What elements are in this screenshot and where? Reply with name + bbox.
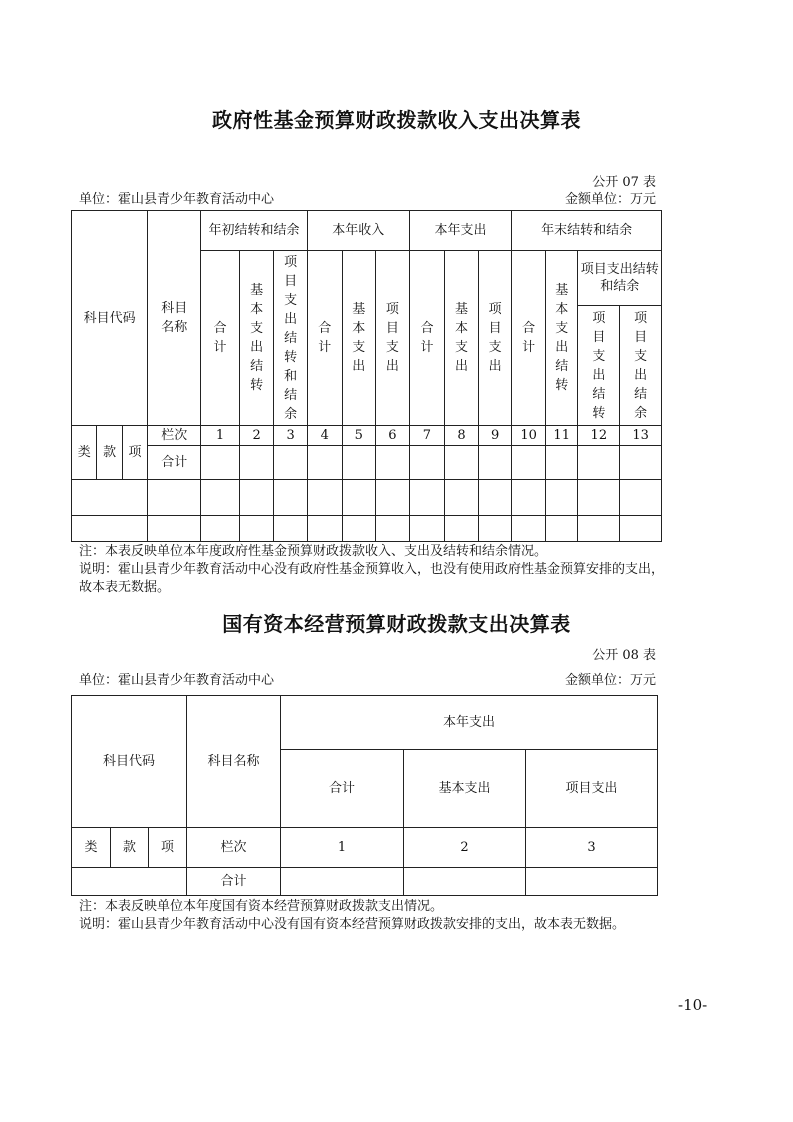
total-label: 合计 bbox=[187, 868, 281, 896]
col-number: 1 bbox=[201, 426, 240, 446]
table2 bbox=[71, 695, 658, 896]
lanci-label: 栏次 bbox=[187, 828, 281, 868]
xiang-label: 项 bbox=[122, 426, 147, 480]
col-number: 6 bbox=[376, 426, 410, 446]
table1-title: 政府性基金预算财政拨款收入支出决算表 bbox=[212, 108, 581, 132]
table2-code: 公开 08 表 bbox=[592, 648, 656, 663]
project-expense-header: 项目支出 bbox=[526, 750, 658, 828]
col-number: 1 bbox=[281, 828, 404, 868]
kuan-label: 款 bbox=[97, 426, 122, 480]
col-number: 5 bbox=[342, 426, 376, 446]
lei-label: 类 bbox=[72, 828, 111, 868]
expense-project-header: 项目支出 bbox=[478, 251, 512, 426]
table2-unit: 单位：霍山县青少年教育活动中心 bbox=[79, 673, 275, 688]
table-row bbox=[72, 868, 658, 896]
xiang-label: 项 bbox=[149, 828, 187, 868]
kuan-label: 款 bbox=[111, 828, 149, 868]
begin-project-carry-header: 项目支出结转和结余 bbox=[274, 251, 308, 426]
table1-explain: 说明：霍山县青少年教育活动中心没有政府性基金预算收入，也没有使用政府性基金预算安排的支出，故本表无数据。 bbox=[79, 562, 665, 595]
col-number: 13 bbox=[620, 426, 662, 446]
col-number: 3 bbox=[526, 828, 658, 868]
expense-basic-header: 基本支出 bbox=[445, 251, 479, 426]
table2-title: 国有资本经营预算财政拨款支出决算表 bbox=[222, 612, 571, 636]
page-number: -10- bbox=[678, 996, 708, 1014]
expense-header: 本年支出 bbox=[409, 211, 512, 251]
col-number: 3 bbox=[274, 426, 308, 446]
table-row bbox=[72, 516, 662, 542]
subject-name-header: 科目名称 bbox=[187, 696, 281, 828]
table1 bbox=[71, 210, 662, 542]
col-number: 2 bbox=[404, 828, 526, 868]
basic-expense-header: 基本支出 bbox=[404, 750, 526, 828]
begin-basic-carry-header: 基本支出结转 bbox=[239, 251, 274, 426]
end-balance-header: 年末结转和结余 bbox=[512, 211, 662, 251]
table1-unit: 单位：霍山县青少年教育活动中心 bbox=[79, 192, 275, 207]
end-total-header: 合计 bbox=[512, 251, 546, 426]
end-basic-carry-header: 基本支出结转 bbox=[545, 251, 578, 426]
col-number: 9 bbox=[478, 426, 512, 446]
income-project-header: 项目支出 bbox=[376, 251, 410, 426]
income-basic-header: 基本支出 bbox=[342, 251, 376, 426]
table2-explain: 说明：霍山县青少年教育活动中心没有国有资本经营预算财政拨款安排的支出，故本表无数据。 bbox=[79, 917, 626, 932]
lei-label: 类 bbox=[72, 426, 97, 480]
total-label: 合计 bbox=[148, 446, 201, 480]
col-number: 11 bbox=[545, 426, 578, 446]
subject-code-header: 科目代码 bbox=[72, 211, 148, 426]
begin-balance-header: 年初结转和结余 bbox=[201, 211, 308, 251]
end-project-surplus-header: 项目支出结余 bbox=[620, 306, 662, 426]
subject-code-header: 科目代码 bbox=[72, 696, 187, 828]
lanci-label: 栏次 bbox=[148, 426, 201, 446]
table2-amount-unit: 金额单位：万元 bbox=[564, 673, 656, 688]
table-row bbox=[72, 446, 662, 480]
begin-total-header: 合计 bbox=[201, 251, 240, 426]
col-number: 8 bbox=[445, 426, 479, 446]
income-header: 本年收入 bbox=[307, 211, 409, 251]
end-project-group-header: 项目支出结转和结余 bbox=[578, 251, 662, 306]
table1-note: 注：本表反映单位本年度政府性基金预算财政拨款收入、支出及结转和结余情况。 bbox=[79, 544, 548, 559]
total-header: 合计 bbox=[281, 750, 404, 828]
col-number: 2 bbox=[239, 426, 274, 446]
table2-note: 注：本表反映单位本年度国有资本经营预算财政拨款支出情况。 bbox=[79, 899, 444, 914]
col-number: 10 bbox=[512, 426, 546, 446]
col-number: 12 bbox=[578, 426, 620, 446]
col-number: 4 bbox=[307, 426, 342, 446]
table-row bbox=[72, 480, 662, 516]
end-project-carry-header: 项目支出结转 bbox=[578, 306, 620, 426]
col-number: 7 bbox=[409, 426, 445, 446]
table1-code: 公开 07 表 bbox=[592, 175, 656, 190]
expense-total-header: 合计 bbox=[409, 251, 445, 426]
subject-name-header: 科目名称 bbox=[148, 211, 201, 426]
income-total-header: 合计 bbox=[307, 251, 342, 426]
expense-header: 本年支出 bbox=[281, 696, 658, 750]
table1-amount-unit: 金额单位：万元 bbox=[564, 192, 656, 207]
